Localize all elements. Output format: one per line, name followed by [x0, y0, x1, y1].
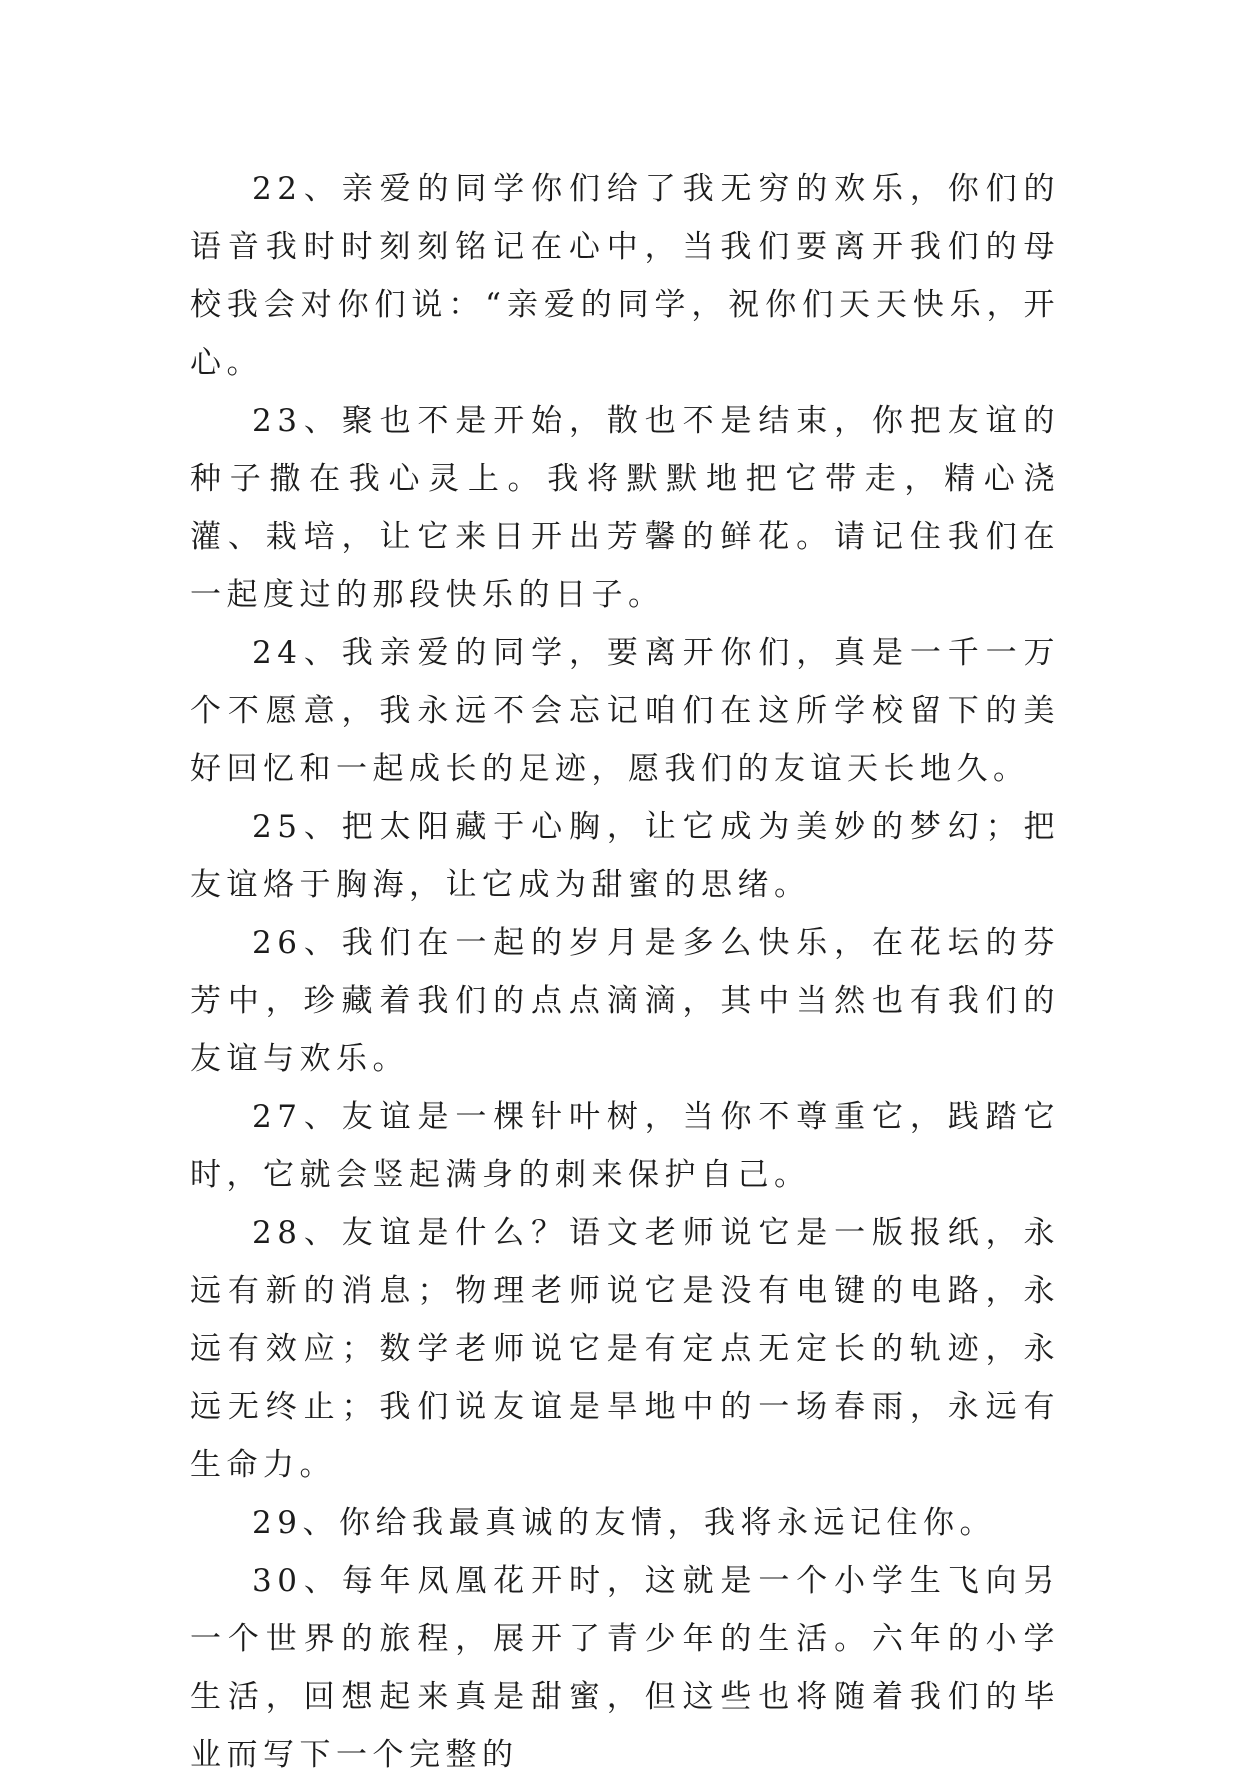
paragraph-30: 30、每年凤凰花开时，这就是一个小学生飞向另一个世界的旅程，展开了青少年的生活。六年的小学生活，回想起来真是甜蜜，但这些也将随着我们的毕业而写下一个完整的	[190, 1563, 1060, 1773]
paragraph-24: 24、我亲爱的同学，要离开你们，真是一千一万个不愿意，我永远不会忘记咱们在这所学校留下的美好回忆和一起成长的足迹，愿我们的友谊天长地久。	[190, 635, 1060, 787]
paragraph-25: 25、把太阳藏于心胸，让它成为美妙的梦幻；把友谊烙于胸海，让它成为甜蜜的思绪。	[190, 809, 1060, 903]
paragraph-26: 26、我们在一起的岁月是多么快乐，在花坛的芬芳中，珍藏着我们的点点滴滴，其中当然也有我们的友谊与欢乐。	[190, 925, 1060, 1077]
document-body	[190, 160, 1060, 1784]
paragraph-29: 29、你给我最真诚的友情，我将永远记住你。	[252, 1505, 996, 1541]
paragraph-28: 28、友谊是什么？语文老师说它是一版报纸，永远有新的消息；物理老师说它是没有电键的电路，永远有效应；数学老师说它是有定点无定长的轨迹，永远无终止；我们说友谊是旱地中的一场春雨，永远有生命力。	[190, 1215, 1060, 1483]
paragraph-23: 23、聚也不是开始，散也不是结束，你把友谊的种子撒在我心灵上。我将默默地把它带走，精心浇灌、栽培，让它来日开出芳馨的鲜花。请记住我们在一起度过的那段快乐的日子。	[190, 403, 1060, 613]
paragraph-27: 27、友谊是一棵针叶树，当你不尊重它，践踏它时，它就会竖起满身的刺来保护自己。	[190, 1099, 1060, 1193]
paragraph-22: 22、亲爱的同学你们给了我无穷的欢乐，你们的语音我时时刻刻铭记在心中，当我们要离开我们的母校我会对你们说：“亲爱的同学，祝你们天天快乐，开心。	[190, 171, 1060, 381]
